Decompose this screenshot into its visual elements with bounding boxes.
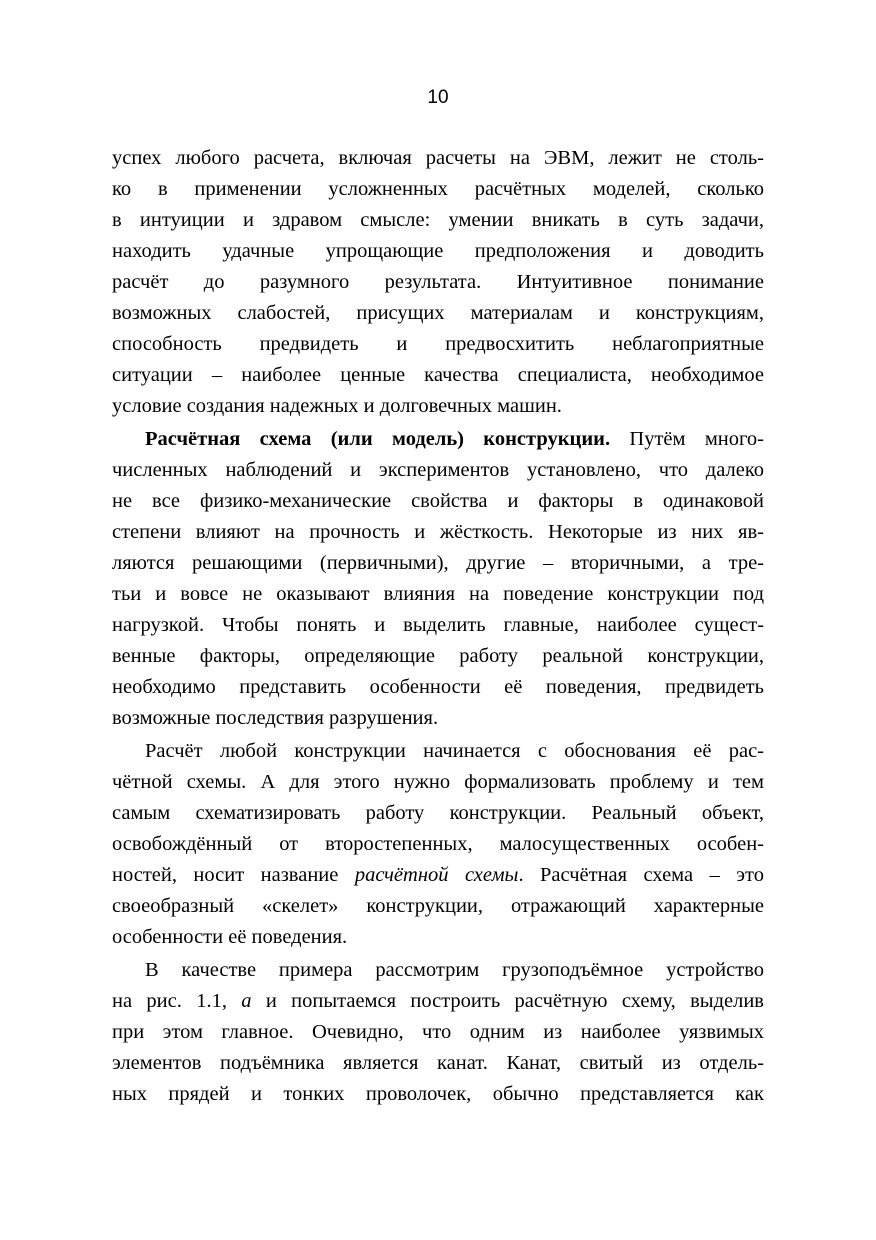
text-line: В качестве примера рассмотрим грузоподъёмное устройство: [145, 959, 764, 981]
text-line: находить удачные упрощающие предположения и доводить: [112, 240, 764, 262]
text-run: ностей, носит название: [112, 864, 355, 886]
text-line: нагрузкой. Чтобы понять и выделить главные, наиболее сущест-: [112, 614, 764, 636]
text-line: условие создания надежных и долговечных машин.: [112, 395, 562, 417]
paragraph-2: [112, 424, 764, 734]
text-run: Путём много-: [610, 428, 764, 450]
text-line: особенности её поведения.: [112, 926, 348, 948]
text-line: степени влияют на прочность и жёсткость. Некоторые из них яв-: [112, 521, 764, 543]
text-line: [112, 986, 764, 1017]
text-line: элементов подъёмника является канат. Канат, свитый из отдель-: [112, 1052, 764, 1074]
text-line: расчёт до разумного результата. Интуитивное понимание: [112, 271, 764, 293]
page-body: [112, 143, 764, 1110]
text-line: возможных слабостей, присущих материалам и конструкциям,: [112, 302, 764, 324]
text-line: способность предвидеть и предвосхитить неблагоприятные: [112, 333, 764, 355]
text-run: . Расчётная схема – это: [518, 864, 764, 886]
text-line: тьи и вовсе не оказывают влияния на поведение конструкции под: [112, 583, 764, 605]
text-line: ситуации – наиболее ценные качества специалиста, необходимое: [112, 364, 764, 386]
text-line: не все физико-механические свойства и факторы в одинаковой: [112, 490, 764, 512]
paragraph-1: [112, 143, 764, 422]
text-line: ко в применении усложненных расчётных моделей, сколько: [112, 178, 764, 200]
text-line: [112, 860, 764, 891]
text-line: освобождённый от второстепенных, малосущественных особен-: [112, 833, 764, 855]
text-line: Расчёт любой конструкции начинается с обоснования её рас-: [145, 740, 764, 762]
text-line: самым схематизировать работу конструкции. Реальный объект,: [112, 802, 764, 824]
text-line: возможные последствия разрушения.: [112, 707, 439, 729]
text-line: своеобразный «скелет» конструкции, отражающий характерные: [112, 895, 764, 917]
section-heading: Расчётная схема (или модель) конструкции.: [145, 428, 611, 450]
text-line: необходимо представить особенности её поведения, предвидеть: [112, 676, 764, 698]
text-line: ляются решающими (первичными), другие – вторичными, а тре-: [112, 552, 764, 574]
paragraph-3: [112, 736, 764, 953]
text-line: [112, 424, 764, 455]
text-run: и попытаемся построить расчётную схему, выделив: [251, 990, 764, 1012]
text-line: ных прядей и тонких проволочек, обычно представляется как: [112, 1083, 764, 1105]
text-line: венные факторы, определяющие работу реальной конструкции,: [112, 645, 764, 667]
figure-letter-italic: а: [241, 990, 252, 1012]
text-line: при этом главное. Очевидно, что одним из наиболее уязвимых: [112, 1021, 764, 1043]
text-line: успех любого расчета, включая расчеты на ЭВМ, лежит не столь-: [112, 147, 764, 169]
text-line: в интуиции и здравом смысле: умении вникать в суть задачи,: [112, 209, 764, 231]
term-italic: расчётной схемы: [354, 864, 519, 886]
text-run: на рис. 1.1,: [112, 990, 242, 1012]
text-line: численных наблюдений и экспериментов установлено, что далеко: [112, 459, 764, 481]
paragraph-4: [112, 955, 764, 1110]
text-line: чётной схемы. А для этого нужно формализовать проблему и тем: [112, 771, 764, 793]
page-number: 10: [427, 87, 449, 108]
